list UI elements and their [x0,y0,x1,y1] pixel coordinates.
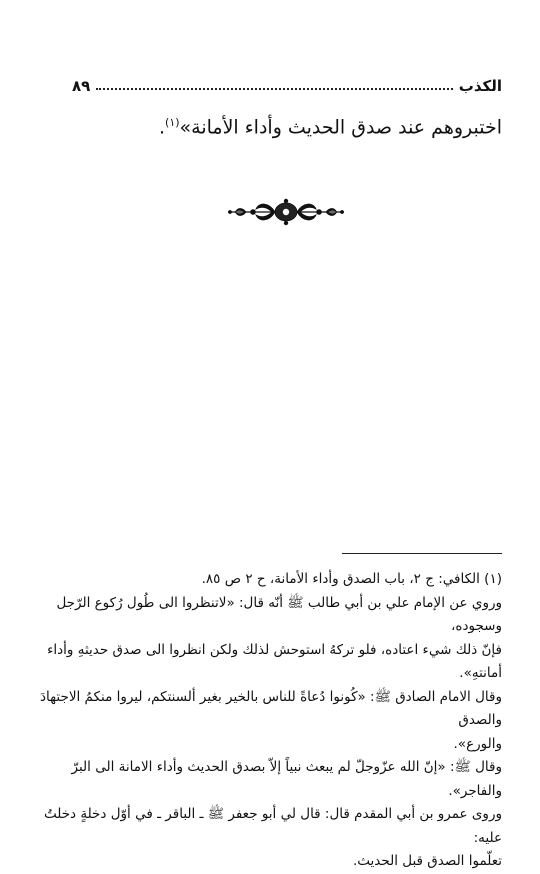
footnote-reference: (١) [165,116,180,129]
footnote-line: وروي عن الإمام علي بن أبي طالب ﷺ أنّه قال: «لاتنظروا الى طُول رُكوع الرّجل وسجوده، [56,594,502,634]
footnote-separator [342,553,502,554]
footnote-line: فإنّ ذلك شيء اعتاده، فلو تركهُ استوحش لذلك ولكن انظروا الى صدق حديثهِ وأداء أمانتهِ». [47,641,502,681]
body-text-end: . [158,116,166,139]
body-text: اختبروهم عند صدق الحديث وأداء الأمانة» [179,116,502,139]
footnote-line: وروى عمرو بن أبي المقدم قال: قال لي أبو جعفر ﷺ ـ الباقر ـ في أوّل دخلةٍ دخلتُ عليه: [43,806,502,846]
footnote-line: وقال ﷺ: «إنّ الله عزّوجلّ لم يبعث نبياً إلاّ بصدق الحديث وأداء الامانة الى البرّ والفاجر». [71,759,502,799]
running-header [72,74,502,98]
footnote-line: تعلّموا الصدق قبل الحديث. [353,853,502,869]
decorative-ornament-icon [226,197,346,227]
footnotes-block [38,568,502,874]
page-number: ٨٩ [72,77,91,95]
chapter-title: الكذب [458,77,502,95]
header-leader-dots [96,88,452,90]
footnote-line: والورع». [453,735,502,752]
footnote-line: (١) الكافي: ج ٢، باب الصدق وأداء الأمانة، ح ٢ ص ٨٥. [201,571,502,587]
body-text-line [62,116,502,138]
footnote-line: وقال الامام الصادق ﷺ: «كُونوا دُعاةً للناس بالخير بغير ألسنتكم، ليروا منكمُ الاجتهادَ والصدق [40,688,502,728]
